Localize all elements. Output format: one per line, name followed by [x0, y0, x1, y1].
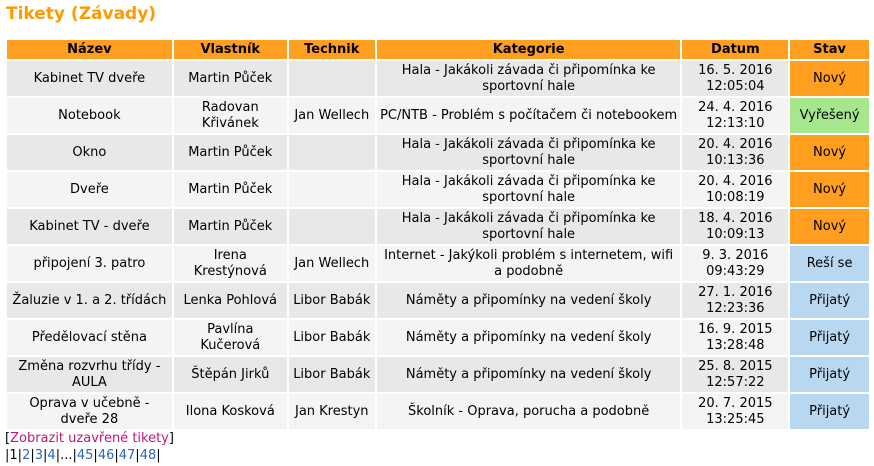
- pager-separator: |: [43, 448, 48, 463]
- cell-stav: Nový: [790, 209, 869, 244]
- pager-separator: |: [5, 448, 10, 463]
- cell-kategorie: Hala - Jakákoli závada či připomínka ke sportovní hale: [377, 172, 681, 207]
- cell-datum: 24. 4. 2016 12:13:10: [682, 98, 788, 133]
- cell-nazev: Dveře: [7, 172, 172, 207]
- page-title: Tikety (Závady): [6, 4, 157, 24]
- cell-vlastnik: Martin Půček: [174, 172, 287, 207]
- cell-datum: 27. 1. 2016 12:23:36: [682, 283, 788, 318]
- cell-technik: [289, 209, 375, 244]
- cell-stav: Přijatý: [790, 394, 869, 429]
- table-row[interactable]: [7, 394, 869, 429]
- pager-current-page: 1: [9, 448, 18, 463]
- table-row[interactable]: [7, 172, 869, 207]
- cell-kategorie: Hala - Jakákoli závada či připomínka ke sportovní hale: [377, 135, 681, 170]
- cell-stav: Přijatý: [790, 320, 869, 355]
- cell-datum: 18. 4. 2016 10:09:13: [682, 209, 788, 244]
- cell-nazev: Změna rozvrhu třídy - AULA: [7, 357, 172, 392]
- bracket-close: ]: [168, 431, 174, 446]
- pager-separator: |: [135, 448, 140, 463]
- cell-vlastnik: Lenka Pohlová: [174, 283, 287, 318]
- pager-separator: |: [114, 448, 119, 463]
- cell-vlastnik: Martin Půček: [174, 135, 287, 170]
- pager-separator: |: [156, 448, 161, 463]
- cell-vlastnik: Martin Půček: [174, 209, 287, 244]
- cell-kategorie: Hala - Jakákoli závada či připomínka ke sportovní hale: [377, 209, 681, 244]
- column-header-vlastnik[interactable]: Vlastník: [174, 40, 287, 59]
- pager-page-link[interactable]: 4: [47, 448, 56, 463]
- pager-separator: |: [72, 448, 77, 463]
- cell-technik: Libor Babák: [289, 283, 375, 318]
- cell-kategorie: Náměty a připomínky na vedení školy: [377, 357, 681, 392]
- cell-kategorie: Náměty a připomínky na vedení školy: [377, 283, 681, 318]
- pager-page-link[interactable]: 46: [97, 448, 115, 463]
- cell-nazev: Předělovací stěna: [7, 320, 172, 355]
- cell-nazev: Okno: [7, 135, 172, 170]
- table-row[interactable]: [7, 98, 869, 133]
- cell-technik: Libor Babák: [289, 320, 375, 355]
- cell-vlastnik: Martin Půček: [174, 61, 287, 96]
- cell-stav: Nový: [790, 135, 869, 170]
- cell-datum: 25. 8. 2015 12:57:22: [682, 357, 788, 392]
- table-header-row: [7, 40, 869, 59]
- pager-separator: |: [30, 448, 35, 463]
- cell-datum: 20. 4. 2016 10:08:19: [682, 172, 788, 207]
- cell-vlastnik: Irena Krestýnová: [174, 246, 287, 281]
- cell-technik: [289, 61, 375, 96]
- pager-separator: |: [93, 448, 98, 463]
- tickets-table: [5, 38, 871, 431]
- column-header-kategorie[interactable]: Kategorie: [377, 40, 681, 59]
- cell-vlastnik: Pavlína Kučerová: [174, 320, 287, 355]
- table-row[interactable]: [7, 246, 869, 281]
- cell-technik: Jan Wellech: [289, 246, 375, 281]
- cell-datum: 20. 4. 2016 10:13:36: [682, 135, 788, 170]
- column-header-technik[interactable]: Technik: [289, 40, 375, 59]
- column-header-datum[interactable]: Datum: [682, 40, 788, 59]
- cell-technik: Jan Krestyn: [289, 394, 375, 429]
- table-row[interactable]: [7, 320, 869, 355]
- cell-kategorie: Hala - Jakákoli závada či připomínka ke sportovní hale: [377, 61, 681, 96]
- cell-datum: 9. 3. 2016 09:43:29: [682, 246, 788, 281]
- table-row[interactable]: [7, 135, 869, 170]
- pager-page-link[interactable]: 47: [118, 448, 136, 463]
- cell-stav: Vyřešený: [790, 98, 869, 133]
- table-row[interactable]: [7, 357, 869, 392]
- show-closed-tickets-link[interactable]: Zobrazit uzavřené tikety: [10, 431, 169, 446]
- pager-page-link[interactable]: 45: [76, 448, 94, 463]
- pager-separator: |: [55, 448, 61, 463]
- table-row[interactable]: [7, 283, 869, 318]
- pager-separator: |: [17, 448, 23, 463]
- cell-stav: Nový: [790, 61, 869, 96]
- column-header-stav[interactable]: Stav: [790, 40, 869, 59]
- cell-nazev: Oprava v učebně - dveře 28: [7, 394, 172, 429]
- cell-nazev: Kabinet TV - dveře: [7, 209, 172, 244]
- pager-page-link[interactable]: 48: [139, 448, 157, 463]
- cell-technik: Libor Babák: [289, 357, 375, 392]
- table-row[interactable]: [7, 209, 869, 244]
- pagination: [5, 448, 161, 463]
- cell-nazev: Notebook: [7, 98, 172, 133]
- cell-stav: Přijatý: [790, 357, 869, 392]
- cell-technik: [289, 172, 375, 207]
- cell-kategorie: Náměty a připomínky na vedení školy: [377, 320, 681, 355]
- cell-kategorie: Školník - Oprava, porucha a podobně: [377, 394, 681, 429]
- cell-technik: Jan Wellech: [289, 98, 375, 133]
- cell-stav: Přijatý: [790, 283, 869, 318]
- pager-page-link[interactable]: 2: [22, 448, 31, 463]
- column-header-nazev[interactable]: Název: [7, 40, 172, 59]
- cell-kategorie: Internet - Jakýkoli problém s internetem, wifi a podobně: [377, 246, 681, 281]
- cell-datum: 16. 5. 2016 12:05:04: [682, 61, 788, 96]
- cell-vlastnik: Ilona Kosková: [174, 394, 287, 429]
- table-row[interactable]: [7, 61, 869, 96]
- cell-nazev: Žaluzie v 1. a 2. třídách: [7, 283, 172, 318]
- cell-datum: 20. 7. 2015 13:25:45: [682, 394, 788, 429]
- cell-stav: Reší se: [790, 246, 869, 281]
- closed-tickets-link-wrapper: [5, 431, 174, 446]
- pager-ellipsis: ...: [60, 448, 73, 463]
- cell-vlastnik: Štěpán Jirků: [174, 357, 287, 392]
- cell-nazev: Kabinet TV dveře: [7, 61, 172, 96]
- cell-nazev: připojení 3. patro: [7, 246, 172, 281]
- pager-page-link[interactable]: 3: [34, 448, 44, 463]
- cell-stav: Nový: [790, 172, 869, 207]
- cell-vlastnik: Radovan Křivánek: [174, 98, 287, 133]
- cell-datum: 16. 9. 2015 13:28:48: [682, 320, 788, 355]
- tickets-table-body: [7, 61, 869, 429]
- cell-kategorie: PC/NTB - Problém s počítačem či notebookem: [377, 98, 681, 133]
- bracket-open: [: [5, 431, 11, 446]
- cell-technik: [289, 135, 375, 170]
